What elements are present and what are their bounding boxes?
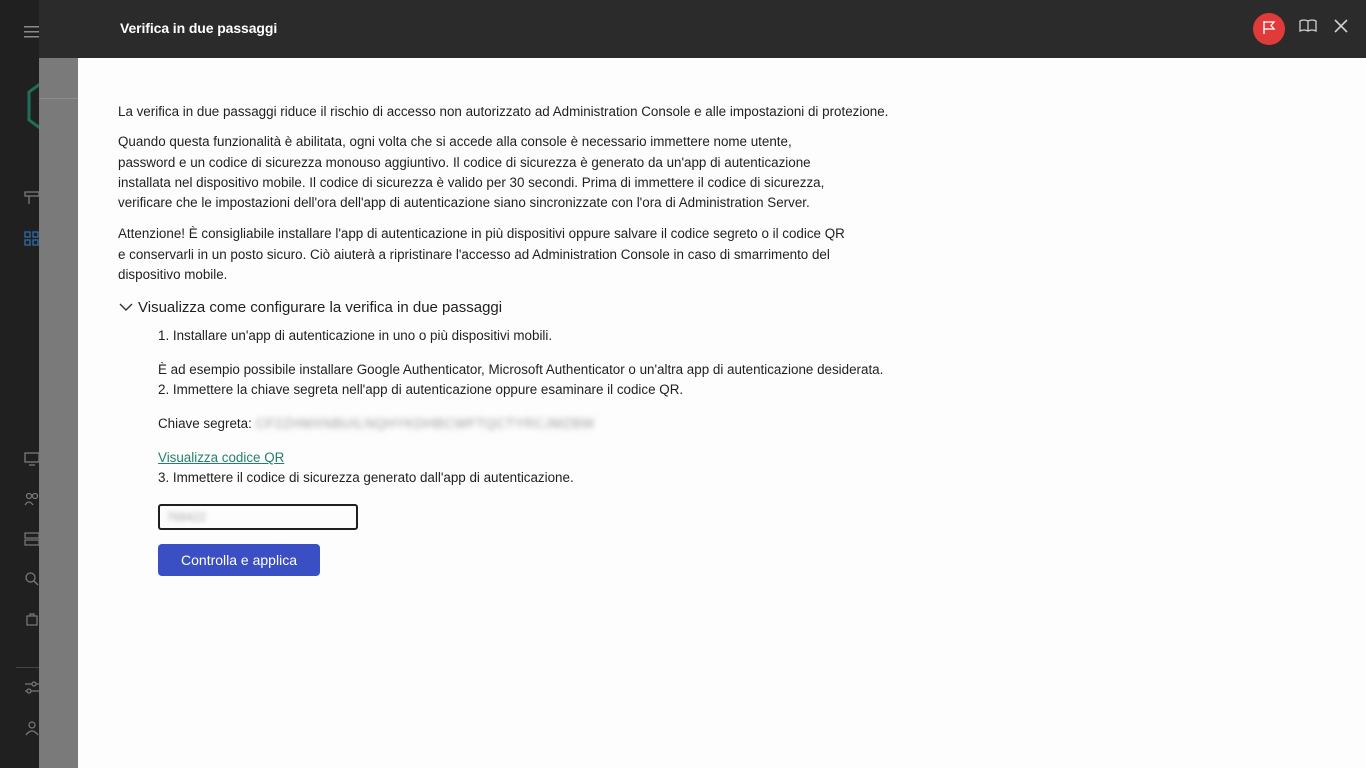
warning-paragraph-line: e conservarli in un posto sicuro. Ciò aiuterà a ripristinare l'accesso ad Administration Console in caso di smarrimento del bbox=[118, 246, 830, 262]
users-icon[interactable] bbox=[24, 491, 40, 507]
setup-instructions-expander[interactable] bbox=[118, 296, 958, 318]
settings-sliders-icon[interactable] bbox=[24, 680, 40, 696]
content bbox=[118, 102, 958, 576]
step-3-text: 3. Immettere il codice di sicurezza generato dall'app di autenticazione. bbox=[158, 470, 574, 486]
book-icon bbox=[1299, 18, 1317, 39]
step-1-text: 1. Installare un'app di autenticazione in uno o più dispositivi mobili. bbox=[158, 328, 553, 344]
show-qr-code-link[interactable]: Visualizza codice QR bbox=[158, 450, 285, 466]
check-and-apply-button[interactable]: Controlla e applica bbox=[158, 544, 320, 576]
expander-label: Visualizza come configurare la verifica in due passaggi bbox=[138, 298, 503, 316]
secret-key-row bbox=[158, 414, 958, 434]
intro-paragraph-2-line: Quando questa funzionalità è abilitata, ogni volta che si accede alla console è necessario immettere nome utente, bbox=[118, 134, 792, 150]
intro-paragraph-2-line: verificare che le impostazioni dell'ora dell'app di autenticazione siano sincronizzate con l'ora di Administration Server. bbox=[118, 195, 810, 211]
secret-key-label: Chiave segreta: bbox=[158, 416, 252, 432]
intro-paragraph-2-line: password e un codice di sicurezza monouso aggiuntivo. Il codice di sicurezza è generato da un'app di autenticazione bbox=[118, 154, 811, 170]
security-code-value: 768422 bbox=[166, 510, 207, 525]
warning-paragraph-line: Attenzione! È consigliabile installare l'app di autenticazione in più dispositivi oppure salvare il codice segreto o il codice QR bbox=[118, 226, 845, 242]
warning-paragraph bbox=[118, 224, 958, 285]
intro-paragraph-1: La verifica in due passaggi riduce il rischio di accesso non autorizzato ad Administration Console e alle impostazioni di protezione. bbox=[118, 104, 889, 119]
security-code-input[interactable] bbox=[158, 504, 358, 530]
flag-icon bbox=[1261, 19, 1277, 40]
intro-paragraph-2 bbox=[118, 132, 958, 213]
menu-icon[interactable] bbox=[24, 24, 40, 40]
step-1 bbox=[158, 326, 958, 380]
app-background bbox=[39, 58, 79, 768]
server-icon[interactable] bbox=[24, 531, 40, 547]
step-3 bbox=[158, 468, 958, 576]
panel-title: Verifica in due passaggi bbox=[120, 20, 278, 36]
intro-paragraph-2-line: installata nel dispositivo mobile. Il codice di sicurezza è valido per 30 secondi. Prima di immettere il codice di sicurezza, bbox=[118, 174, 825, 190]
steps-list bbox=[158, 326, 958, 576]
secret-key-value: CF2ZHMXNBUILNQHYKDHBCWFTQCTYRCJMZBW bbox=[255, 416, 595, 432]
user-icon[interactable] bbox=[24, 720, 40, 736]
monitor-icon[interactable] bbox=[24, 451, 40, 467]
search-icon[interactable] bbox=[24, 571, 40, 587]
dashboard-icon[interactable] bbox=[24, 190, 40, 206]
help-button[interactable] bbox=[1299, 19, 1317, 37]
app-sidebar bbox=[0, 0, 39, 768]
step-2 bbox=[158, 380, 958, 468]
flag-button[interactable] bbox=[1253, 13, 1285, 45]
close-icon bbox=[1334, 19, 1348, 38]
panel-header bbox=[39, 0, 1366, 58]
panel-body bbox=[78, 58, 1366, 768]
close-button[interactable] bbox=[1332, 19, 1350, 37]
sidebar-divider bbox=[16, 667, 40, 668]
step-1-note: È ad esempio possibile installare Google Authenticator, Microsoft Authenticator o un'altra app di autenticazione desiderata. bbox=[158, 362, 884, 378]
bag-icon[interactable] bbox=[24, 611, 40, 627]
warning-paragraph-line: dispositivo mobile. bbox=[118, 267, 228, 283]
chevron-down-icon bbox=[118, 299, 134, 315]
grid-icon[interactable] bbox=[24, 231, 40, 247]
step-2-text: 2. Immettere la chiave segreta nell'app di autenticazione oppure esaminare il codice QR. bbox=[158, 382, 684, 398]
